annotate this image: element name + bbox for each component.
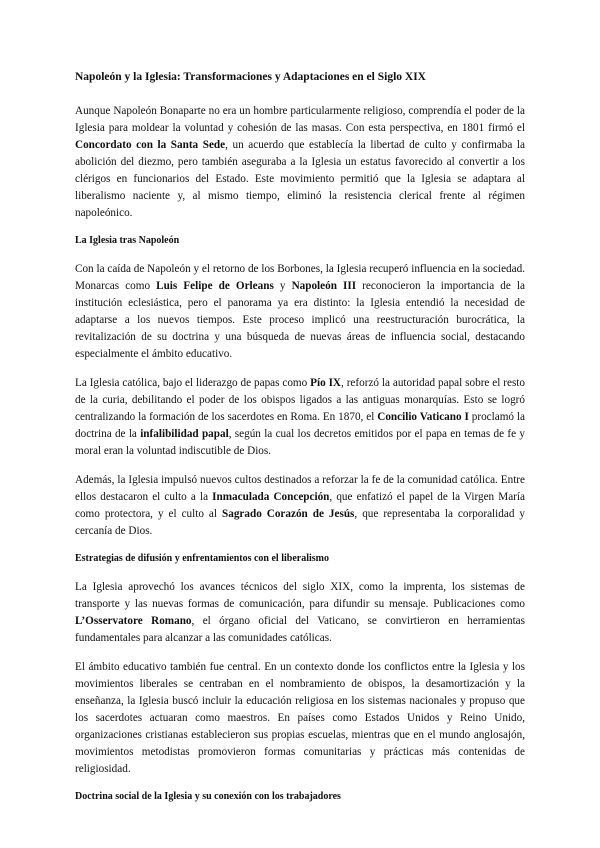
paragraph-borbones: Con la caída de Napoleón y el retorno de los Borbones, la Iglesia recuperó influencia en la sociedad. Monarcas como Luis Felipe de Orleans y Napoleón III reconocieron la importancia de la institución eclesiástica, pero el panorama ya era distinto: la Iglesia entendió la necesidad de adaptarse a los nuevos tiempos. Este proceso implicó una reestructuración burocrática, la revitalización de su doctrina y una búsqueda de nuevas áreas de influencia social, destacando especialmente el ámbito educativo. (75, 262, 526, 360)
bold-term: Luis Felipe de Orleans (156, 279, 274, 292)
section-heading-after-napoleon: La Iglesia tras Napoleón (75, 234, 180, 246)
section-heading-strategies: Estrategias de difusión y enfrentamientos con el liberalismo (75, 552, 329, 564)
paragraph-difusion: La Iglesia aprovechó los avances técnicos del siglo XIX, como la imprenta, los sistemas de transporte y las nuevas formas de comunicación, para difundir su mensaje. Publicaciones como L’Osservatore Romano, el órgano oficial del Vaticano, se convirtieron en herramientas fundamentales para alcanzar a las comunidades católicas. (75, 580, 525, 644)
paragraph-concordato: Aunque Napoleón Bonaparte no era un hombre particularmente religioso, comprendía el poder de la Iglesia para moldear la voluntad y cohesión de las masas. Con esta perspectiva, en 1801 firmó el Concordato con la Santa Sede, un acuerdo que establecía la libertad de culto y confirmaba la abolición del diezmo, pero también aseguraba a la Iglesia un estatus favorecido al convertir a los clérigos en funcionarios del Estado. Este movimiento permitió que la Iglesia se adaptara al liberalismo naciente y, al mismo tiempo, eliminó la resistencia clerical frente al régimen napoleónico. (75, 104, 525, 219)
bold-term: Concilio Vaticano I (377, 410, 469, 423)
bold-term: infalibilidad papal (140, 427, 229, 440)
section-heading-social-doctrine: Doctrina social de la Iglesia y su conexión con los trabajadores (75, 790, 341, 802)
bold-term: Pío IX (310, 376, 342, 389)
bold-term: Napoleón III (291, 279, 357, 292)
paragraph-pio-ix: La Iglesia católica, bajo el liderazgo de papas como Pío IX, reforzó la autoridad papal sobre el resto de la curia, debilitando el poder de los obispos ligados a las antiguas monarquías. Esto se logró centralizando la formación de los sacerdotes en Roma. En 1870, el Concilio Vaticano I proclamó la doctrina de la infalibilidad papal, según la cual los decretos emitidos por el papa en temas de fe y moral eran la voluntad indiscutible de Dios. (75, 376, 526, 457)
bold-term: Concordato con la Santa Sede (75, 138, 226, 151)
paragraph-educativo: El ámbito educativo también fue central. En un contexto donde los conflictos entre la Iglesia y los movimientos liberales se centraban en el nombramiento de obispos, la desamortización y la enseñanza, la Iglesia buscó incluir la educación religiosa en los sistemas nacionales y propuso que los sacerdotes actuaran como maestros. En países como Estados Unidos y Reino Unido, organizaciones cristianas establecieron sus propias escuelas, mientras que en el mundo anglosajón, movimientos metodistas promovieron formas comunitarias y prácticas más contenidas de religiosidad. (75, 660, 525, 775)
bold-term: Sagrado Corazón de Jesús (222, 507, 355, 520)
bold-term: L’Osservatore Romano (75, 614, 192, 627)
bold-term: Inmaculada Concepción (212, 490, 330, 503)
paragraph-cultos: Además, la Iglesia impulsó nuevos cultos destinados a reforzar la fe de la comunidad católica. Entre ellos destacaron el culto a la Inmaculada Concepción, que enfatizó el papel de la Virgen María como protectora, y el culto al Sagrado Corazón de Jesús, que representaba la corporalidad y cercanía de Dios. (75, 473, 525, 537)
document-title: Napoleón y la Iglesia: Transformaciones y Adaptaciones en el Siglo XIX (75, 71, 426, 83)
